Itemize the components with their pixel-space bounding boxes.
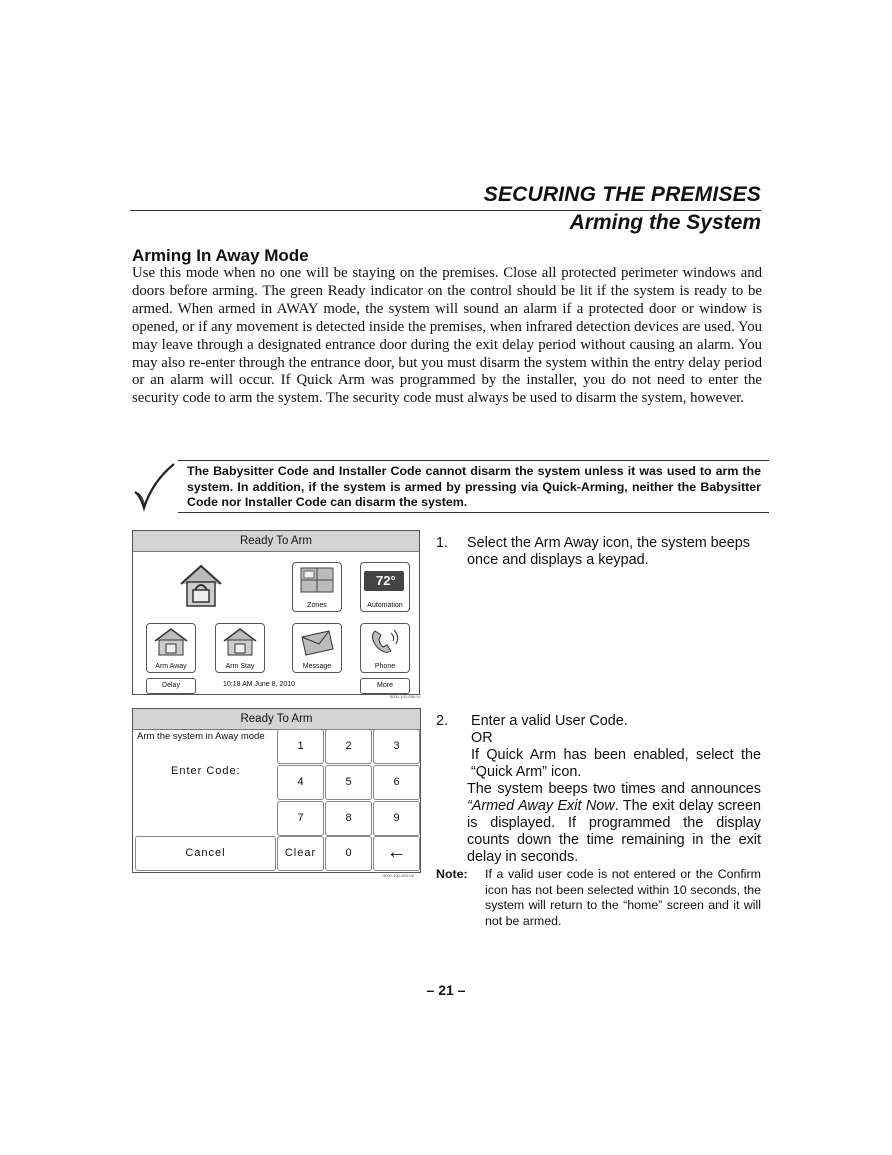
step2-line3 bbox=[467, 781, 761, 866]
more-button[interactable]: More bbox=[360, 678, 410, 694]
keypad-screen-title: Ready To Arm bbox=[133, 709, 420, 730]
key-2[interactable]: 2 bbox=[325, 729, 372, 764]
key-7[interactable]: 7 bbox=[277, 801, 324, 836]
key-5[interactable]: 5 bbox=[325, 765, 372, 800]
arm-away-icon bbox=[153, 627, 189, 657]
enter-code-prompt: Enter Code: bbox=[171, 765, 241, 777]
figure-ref-2: 5000-100-053-V0 bbox=[383, 873, 415, 878]
key-1[interactable]: 1 bbox=[277, 729, 324, 764]
phone-tile[interactable] bbox=[360, 623, 410, 673]
arm-away-tile[interactable] bbox=[146, 623, 196, 673]
note-rule-top bbox=[178, 460, 769, 461]
arm-away-message: Arm the system in Away mode bbox=[137, 731, 265, 742]
arm-stay-tile[interactable] bbox=[215, 623, 265, 673]
chapter-title: SECURING THE PREMISES bbox=[483, 183, 761, 206]
automation-label: Automation bbox=[367, 602, 403, 609]
delay-button[interactable]: Delay bbox=[146, 678, 196, 694]
home-screen-figure bbox=[132, 530, 420, 695]
temperature-readout: 72° bbox=[376, 573, 396, 588]
keypad-screen-figure bbox=[132, 708, 421, 873]
note-text: If a valid user code is not entered or the Confirm icon has not been selected within 10 seconds, the system will return to the “home” screen and it will not be armed. bbox=[485, 867, 761, 928]
body-paragraph: Use this mode when no one will be staying on the premises. Close all protected perimeter windows and doors before arming. The green Ready indicator on the control should be lit if the system is ready to be armed. When armed in AWAY mode, the system will sound an alarm if a protected door or window is opened, or if any movement is detected inside the premises, when infrared detection devices are used. You may leave through a designated entrance door during the exit delay period without causing an alarm. You may also re-enter through the entrance door, but you must disarm the system within the entry delay period or an alarm will occur. If Quick Arm was programmed by the installer, you do not need to enter the security code to arm the system. The security code must always be used to disarm the system, however. bbox=[132, 265, 762, 407]
step2-line1: Enter a valid User Code. bbox=[471, 713, 628, 729]
key-9[interactable]: 9 bbox=[373, 801, 420, 836]
message-tile[interactable] bbox=[292, 623, 342, 673]
section-heading: Arming In Away Mode bbox=[132, 246, 309, 265]
note-label: Note: bbox=[436, 867, 468, 881]
page-number: – 21 – bbox=[426, 982, 466, 998]
phone-icon bbox=[367, 627, 403, 657]
step1-text: Select the Arm Away icon, the system beeps once and displays a keypad. bbox=[467, 535, 750, 568]
house-lock-icon bbox=[177, 562, 225, 608]
key-3[interactable]: 3 bbox=[373, 729, 420, 764]
backspace-button[interactable]: ← bbox=[373, 836, 420, 871]
clear-button[interactable]: Clear bbox=[277, 836, 324, 871]
arm-away-label: Arm Away bbox=[155, 663, 187, 670]
zones-tile[interactable] bbox=[292, 562, 342, 612]
message-label: Message bbox=[302, 663, 332, 670]
step2-or: OR bbox=[471, 730, 493, 746]
key-0[interactable]: 0 bbox=[325, 836, 372, 871]
step2-number: 2. bbox=[436, 713, 449, 729]
zones-grid-icon bbox=[299, 566, 335, 594]
key-6[interactable]: 6 bbox=[373, 765, 420, 800]
step2-line3-b: . The exit delay screen is displayed. If programmed the display counts down the time remaining in the exit delay in seconds. bbox=[467, 798, 761, 865]
step2-line3-a: The system beeps two times and announces bbox=[467, 781, 761, 797]
envelope-icon bbox=[299, 627, 335, 657]
screen-title: Ready To Arm bbox=[133, 531, 419, 552]
step2-line2: If Quick Arm has been enabled, select the “Quick Arm” icon. bbox=[471, 747, 761, 780]
datetime-text: 10:18 AM June 8, 2010 bbox=[223, 681, 295, 688]
zones-label: Zones bbox=[307, 602, 327, 609]
step2-announcement: “Armed Away Exit Now bbox=[467, 798, 615, 814]
figure-ref-1: 5000-100-056-V1 bbox=[390, 694, 422, 699]
step1-number: 1. bbox=[436, 535, 449, 551]
section-title: Arming the System bbox=[569, 211, 761, 234]
automation-tile[interactable] bbox=[360, 562, 410, 612]
arm-stay-label: Arm Stay bbox=[225, 663, 255, 670]
key-8[interactable]: 8 bbox=[325, 801, 372, 836]
phone-label: Phone bbox=[374, 663, 396, 670]
checkmark-icon bbox=[132, 462, 176, 512]
key-4[interactable]: 4 bbox=[277, 765, 324, 800]
thermostat-icon bbox=[364, 571, 404, 591]
cancel-button[interactable]: Cancel bbox=[135, 836, 276, 871]
note-box-text: The Babysitter Code and Installer Code cannot disarm the system unless it was used to arm the system. In addition, if the system is armed by pressing via Quick-Arming, neither the Babysitter Code nor Installer Code can disarm the system. bbox=[187, 464, 761, 509]
note-rule-bottom bbox=[178, 512, 769, 513]
arm-stay-icon bbox=[222, 627, 258, 657]
